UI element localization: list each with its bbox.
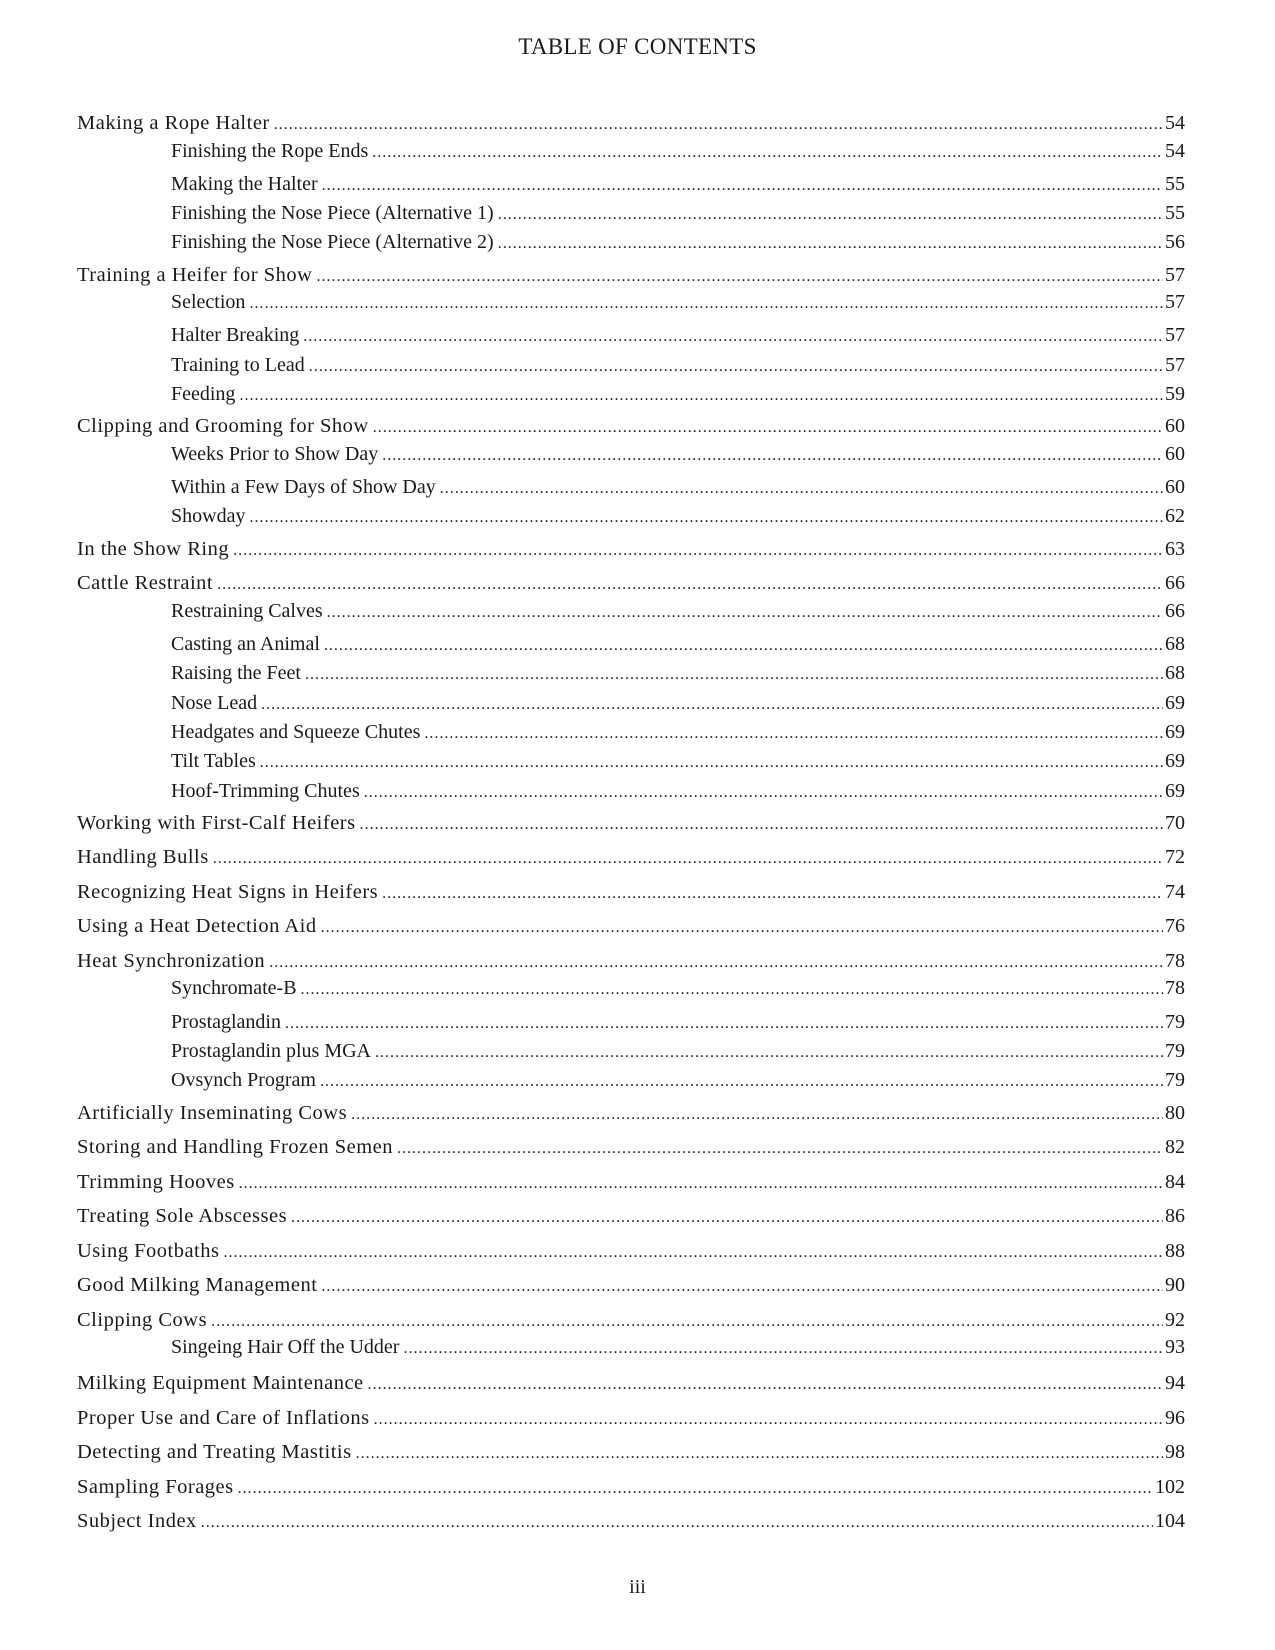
toc-entry-sub[interactable] [0, 689, 1275, 718]
toc-entry-title: Artificially Inseminating Cows [77, 1101, 348, 1124]
toc-entry-sub[interactable] [0, 659, 1275, 688]
toc-dot-leader [239, 1167, 1163, 1202]
toc-entry-sub[interactable] [0, 170, 1275, 199]
toc-entry-page-number: 54 [1165, 139, 1185, 162]
toc-entry-title: Synchromate-B [171, 977, 297, 1000]
toc-entry-main[interactable] [0, 532, 1275, 567]
toc-entry-page-number: 94 [1165, 1372, 1185, 1395]
toc-entry-main[interactable] [0, 840, 1275, 875]
toc-dot-leader [249, 503, 1163, 532]
toc-dot-leader [351, 1098, 1163, 1133]
toc-entry-page-number: 78 [1165, 977, 1185, 1000]
toc-entry-page-number: 96 [1165, 1406, 1185, 1429]
toc-entry-title: Detecting and Treating Mastitis [77, 1441, 352, 1464]
toc-entry-page-number: 104 [1155, 1510, 1185, 1533]
toc-entry-page-number: 55 [1165, 202, 1185, 225]
toc-entry-page-number: 93 [1165, 1336, 1185, 1359]
toc-entry-main[interactable] [0, 566, 1275, 601]
toc-entry-page-number: 62 [1165, 505, 1185, 528]
toc-entry-page-number: 76 [1165, 915, 1185, 938]
toc-entry-page-number: 66 [1165, 572, 1185, 595]
toc-dot-leader [321, 1270, 1163, 1305]
toc-entry-title: Showday [171, 505, 246, 528]
toc-entry-title: Handling Bulls [77, 846, 209, 869]
toc-entry-page-number: 72 [1165, 846, 1185, 869]
toc-dot-leader [375, 1038, 1163, 1067]
toc-dot-leader [320, 1067, 1163, 1096]
toc-entry-main[interactable] [0, 1435, 1275, 1470]
toc-dot-leader [324, 631, 1163, 660]
toc-entry-sub[interactable] [0, 1008, 1275, 1037]
toc-entry-title: Clipping and Grooming for Show [77, 415, 369, 438]
toc-entry-page-number: 69 [1165, 720, 1185, 743]
toc-entry-page-number: 68 [1165, 662, 1185, 685]
toc-entry-page-number: 57 [1165, 353, 1185, 376]
toc-dot-leader [374, 1403, 1163, 1438]
toc-entry-page-number: 57 [1165, 291, 1185, 314]
toc-entry-page-number: 57 [1165, 324, 1185, 347]
toc-entry-title: Weeks Prior to Show Day [171, 442, 379, 465]
toc-entry-main[interactable] [0, 1366, 1275, 1401]
toc-entry-page-number: 60 [1165, 442, 1185, 465]
toc-entry-title: Milking Equipment Maintenance [77, 1372, 364, 1395]
toc-entry-main[interactable] [0, 1234, 1275, 1269]
toc-entry-page-number: 63 [1165, 537, 1185, 560]
page-number: iii [629, 1576, 646, 1598]
toc-dot-leader [397, 1132, 1163, 1167]
toc-entry-sub[interactable] [0, 228, 1275, 257]
toc-entry-title: Within a Few Days of Show Day [171, 476, 436, 499]
toc-entry-sub[interactable] [0, 288, 1275, 317]
toc-entry-page-number: 57 [1165, 263, 1185, 286]
toc-entry-main[interactable] [0, 1130, 1275, 1165]
toc-entry-main[interactable] [0, 1165, 1275, 1200]
toc-entry-sub[interactable] [0, 502, 1275, 531]
toc-dot-leader [360, 808, 1163, 843]
toc-dot-leader [223, 1236, 1163, 1271]
toc-entry-title: Halter Breaking [171, 324, 300, 347]
toc-entry-main[interactable] [0, 1470, 1275, 1505]
toc-entry-page-number: 54 [1165, 112, 1185, 134]
toc-entry-main[interactable] [0, 258, 1275, 293]
toc-entry-sub[interactable] [0, 630, 1275, 659]
toc-entry-main[interactable] [0, 1268, 1275, 1303]
toc-dot-leader [382, 441, 1163, 470]
toc-entry-page-number: 74 [1165, 880, 1185, 903]
toc-entry-title: Ovsynch Program [171, 1069, 316, 1092]
toc-entry-title: Making the Halter [171, 172, 318, 195]
toc-entry-sub[interactable] [0, 597, 1275, 626]
toc-entry-title: Training a Heifer for Show [77, 263, 313, 286]
toc-entry-sub[interactable] [0, 1333, 1275, 1362]
toc-dot-leader [322, 171, 1163, 200]
toc-entry-sub[interactable] [0, 1037, 1275, 1066]
toc-entry-main[interactable] [0, 1303, 1275, 1338]
toc-dot-leader [303, 322, 1163, 351]
toc-entry-title: Using Footbaths [77, 1239, 220, 1262]
toc-entry-sub[interactable] [0, 351, 1275, 380]
toc-entry-sub[interactable] [0, 137, 1275, 166]
toc-dot-leader [321, 911, 1163, 946]
toc-dot-leader [364, 778, 1163, 807]
toc-entry-page-number: 78 [1165, 949, 1185, 972]
toc-entry-title: Heat Synchronization [77, 949, 266, 972]
toc-entry-title: Making a Rope Halter [77, 112, 270, 134]
toc-entry-title: Prostaglandin plus MGA [171, 1039, 371, 1062]
toc-dot-leader [239, 381, 1163, 410]
toc-entry-page-number: 92 [1165, 1308, 1185, 1331]
toc-entry-page-number: 82 [1165, 1136, 1185, 1159]
toc-dot-leader [305, 660, 1163, 689]
toc-entry-title: Selection [171, 291, 246, 314]
toc-entry-page-number: 68 [1165, 633, 1185, 656]
toc-entry-title: Nose Lead [171, 691, 258, 714]
toc-entry-page-number: 84 [1165, 1170, 1185, 1193]
toc-entry-main[interactable] [0, 1504, 1275, 1539]
toc-entry-page-number: 59 [1165, 383, 1185, 406]
toc-entry-page-number: 79 [1165, 1069, 1185, 1092]
toc-entry-title: Proper Use and Care of Inflations [77, 1406, 370, 1429]
toc-dot-leader [382, 877, 1163, 912]
toc-entry-title: Recognizing Heat Signs in Heifers [77, 880, 379, 903]
toc-entry-page-number: 69 [1165, 750, 1185, 773]
toc-dot-leader [356, 1437, 1163, 1472]
toc-entry-page-number: 60 [1165, 476, 1185, 499]
toc-entry-title: Hoof-Trimming Chutes [171, 779, 360, 802]
toc-entry-title: Treating Sole Abscesses [77, 1205, 288, 1228]
toc-entry-title: Headgates and Squeeze Chutes [171, 720, 421, 743]
toc-entry-page-number: 80 [1165, 1101, 1185, 1124]
toc-entry-title: Finishing the Nose Piece (Alternative 1) [171, 202, 494, 225]
toc-entry-title: Prostaglandin [171, 1010, 281, 1033]
toc-entry-sub[interactable] [0, 380, 1275, 409]
toc-entry-main[interactable] [0, 1401, 1275, 1436]
toc-entry-main[interactable] [0, 409, 1275, 444]
toc-entry-main[interactable] [0, 875, 1275, 910]
toc-dot-leader [233, 534, 1163, 569]
toc-entry-title: Sampling Forages [77, 1475, 234, 1498]
toc-entry-title: Clipping Cows [77, 1308, 208, 1331]
toc-entry-title: Tilt Tables [171, 750, 256, 773]
toc-entry-main[interactable] [0, 944, 1275, 979]
toc-entry-title: Finishing the Nose Piece (Alternative 2) [171, 231, 494, 254]
toc-dot-leader [260, 748, 1163, 777]
toc-dot-leader [238, 1472, 1153, 1507]
toc-entry-title: Casting an Animal [171, 633, 320, 656]
toc-entry-title: Singeing Hair Off the Udder [171, 1336, 400, 1359]
toc-entry-title: Restraining Calves [171, 599, 323, 622]
toc-entry-title: Trimming Hooves [77, 1170, 235, 1193]
toc-entry-title: Using a Heat Detection Aid [77, 915, 317, 938]
toc-entry-page-number: 66 [1165, 599, 1185, 622]
toc-entry-main[interactable] [0, 1199, 1275, 1234]
toc-entry-page-number: 69 [1165, 779, 1185, 802]
toc-entry-sub[interactable] [0, 747, 1275, 776]
toc-entry-page-number: 60 [1165, 415, 1185, 438]
toc-entry-page-number: 90 [1165, 1274, 1185, 1297]
table-of-contents [0, 106, 1275, 1539]
toc-entry-sub[interactable] [0, 199, 1275, 228]
toc-dot-leader [368, 1368, 1163, 1403]
toc-entry-sub[interactable] [0, 473, 1275, 502]
toc-dot-leader [403, 1334, 1163, 1363]
toc-dot-leader [424, 719, 1163, 748]
toc-entry-page-number: 56 [1165, 231, 1185, 254]
toc-entry-page-number: 55 [1165, 172, 1185, 195]
toc-dot-leader [261, 690, 1163, 719]
toc-entry-title: Cattle Restraint [77, 572, 214, 595]
toc-dot-leader [213, 842, 1163, 877]
toc-dot-leader [440, 474, 1163, 503]
toc-entry-main[interactable] [0, 806, 1275, 841]
toc-entry-page-number: 69 [1165, 691, 1185, 714]
toc-entry-sub[interactable] [0, 321, 1275, 350]
toc-dot-leader [309, 352, 1163, 381]
toc-entry-page-number: 79 [1165, 1039, 1185, 1062]
toc-dot-leader [372, 138, 1163, 167]
toc-dot-leader [498, 229, 1163, 258]
toc-entry-title: Storing and Handling Frozen Semen [77, 1136, 393, 1159]
toc-dot-leader [285, 1009, 1163, 1038]
toc-entry-title: Good Milking Management [77, 1274, 318, 1297]
toc-entry-sub[interactable] [0, 974, 1275, 1003]
toc-entry-title: In the Show Ring [77, 537, 230, 560]
toc-dot-leader [327, 598, 1163, 627]
toc-entry-page-number: 86 [1165, 1205, 1185, 1228]
toc-entry-sub[interactable] [0, 718, 1275, 747]
toc-entry-title: Feeding [171, 383, 236, 406]
toc-dot-leader [498, 200, 1163, 229]
toc-dot-leader [291, 1201, 1163, 1236]
toc-dot-leader [249, 289, 1163, 318]
toc-entry-page-number: 70 [1165, 811, 1185, 834]
toc-entry-title: Finishing the Rope Ends [171, 139, 369, 162]
toc-entry-page-number: 88 [1165, 1239, 1185, 1262]
toc-entry-sub[interactable] [0, 777, 1275, 806]
page-title: TABLE OF CONTENTS [518, 34, 757, 59]
toc-entry-page-number: 102 [1155, 1475, 1185, 1498]
toc-entry-main[interactable] [0, 106, 1275, 141]
toc-entry-title: Subject Index [77, 1510, 197, 1533]
toc-entry-title: Training to Lead [171, 353, 305, 376]
toc-entry-main[interactable] [0, 909, 1275, 944]
toc-dot-leader [301, 975, 1163, 1004]
toc-entry-main[interactable] [0, 1096, 1275, 1131]
toc-dot-leader [201, 1506, 1153, 1541]
toc-entry-page-number: 79 [1165, 1010, 1185, 1033]
toc-entry-sub[interactable] [0, 440, 1275, 469]
toc-entry-title: Raising the Feet [171, 662, 301, 685]
toc-entry-title: Working with First-Calf Heifers [77, 811, 356, 834]
toc-entry-sub[interactable] [0, 1066, 1275, 1095]
toc-entry-page-number: 98 [1165, 1441, 1185, 1464]
